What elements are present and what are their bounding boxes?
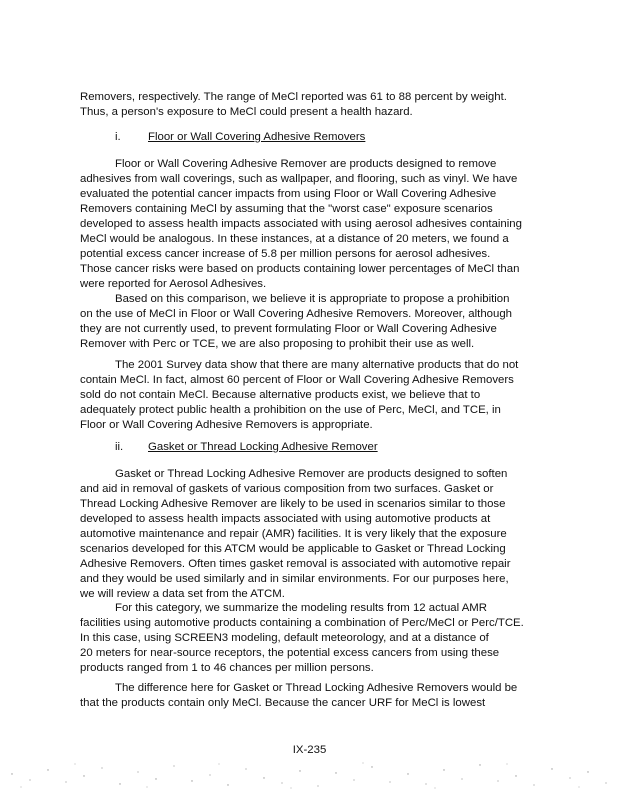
- scan-noise: [0, 760, 619, 790]
- section-title: Gasket or Thread Locking Adhesive Remover: [148, 441, 378, 453]
- section-number: i.: [115, 131, 121, 143]
- paragraph: Based on this comparison, we believe it is appropriate to propose a prohibition on the use of MeCl in Floor or Wall Covering Adhesive Removers. Moreover, although they are not currently used, to prevent formulating Floor or Wall Covering Adhesive Remover with Perc or TCE, we are also proposing to prohibit their use as well.: [80, 293, 512, 350]
- intro-paragraph: Removers, respectively. The range of MeCl reported was 61 to 88 percent by weight. Thus, a person's exposure to MeCl could present a health hazard.: [80, 91, 507, 118]
- paragraph: The difference here for Gasket or Thread Locking Adhesive Removers would be that the products contain only MeCl. Because the cancer URF for MeCl is lowest: [80, 682, 518, 709]
- section-heading-floor-wall: [115, 130, 365, 145]
- paragraph: For this category, we summarize the modeling results from 12 actual AMR facilities using automotive products containing a combination of Perc/MeCl or Perc/TCE. In this case, using SCREEN3 modeling, default meteorology, and at a distance of 20 meters for near-source receptors, the potential excess cancers from using these products ranged from 1 to 46 chances per million persons.: [80, 602, 524, 674]
- section-heading-gasket: [115, 440, 378, 455]
- section-title: Floor or Wall Covering Adhesive Removers: [148, 131, 366, 143]
- paragraph: Gasket or Thread Locking Adhesive Remover are products designed to soften and aid in removal of gaskets of various composition from two surfaces. Gasket or Thread Locking Adhesive Remover are likely to be used in scenarios similar to those developed to assess health impacts associated with using automotive products at automotive maintenance and repair (AMR) facilities. It is very likely that the exposure scenarios developed for this ATCM would be applicable to Gasket or Thread Locking Adhesive Removers. Often times gasket removal is associated with automotive repair and they would be used similarly and in similar environments. For our purposes here, we will review a data set from the ATCM.: [80, 468, 511, 600]
- paragraph: Floor or Wall Covering Adhesive Remover are products designed to remove adhesives from wall coverings, such as wallpaper, and flooring, such as vinyl. We have evaluated the potential cancer impacts from using Floor or Wall Covering Adhesive Removers containing MeCl by assuming that the "worst case" exposure scenarios developed to assess health impacts associated with using aerosol adhesives containing MeCl would be analogous. In these instances, at a distance of 20 meters, we found a potential excess cancer increase of 5.8 per million persons for aerosol adhesives. Those cancer risks were based on products containing lower percentages of MeCl than were reported for Aerosol Adhesives.: [80, 158, 522, 290]
- paragraph: The 2001 Survey data show that there are many alternative products that do not contain MeCl. In fact, almost 60 percent of Floor or Wall Covering Adhesive Removers sold do not contain MeCl. Because alternative products exist, we believe that to adequately protect public health a prohibition on the use of Perc, MeCl, and TCE, in Floor or Wall Covering Adhesive Removers is appropriate.: [80, 359, 519, 431]
- section-number: ii.: [115, 441, 124, 453]
- page-number: IX-235: [292, 744, 327, 756]
